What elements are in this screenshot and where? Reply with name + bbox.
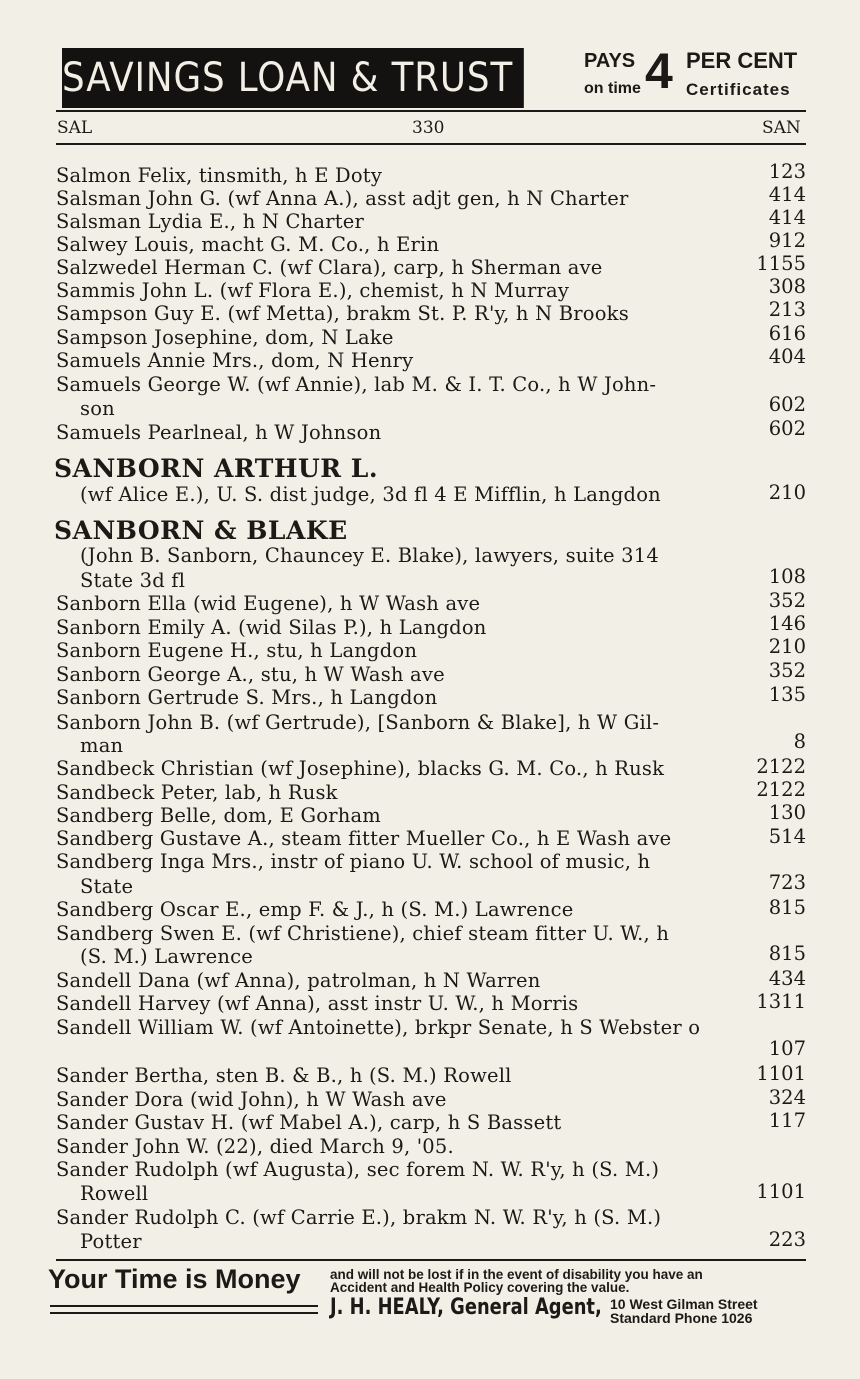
entry-number: 117: [768, 1109, 806, 1132]
left-guide-word: SAL: [57, 118, 93, 138]
entry-continuation: State 3d fl: [80, 569, 186, 592]
entry-text: Sandell Harvey (wf Anna), asst instr U. W., h Morris: [56, 992, 579, 1015]
entry-continuation: son: [80, 397, 115, 420]
entry-text: Sandberg Oscar E., emp F. & J., h (S. M.) Lawrence: [56, 898, 574, 921]
entry-text: Salzwedel Herman C. (wf Clara), carp, h Sherman ave: [56, 256, 603, 279]
entry-number: 308: [768, 275, 806, 298]
entry-text: Sampson Guy E. (wf Metta), brakm St. P. R'y, h N Brooks: [56, 302, 629, 325]
entry-continuation: (S. M.) Lawrence: [80, 945, 253, 968]
entry-text: Sander Bertha, sten B. & B., h (S. M.) Rowell: [56, 1064, 512, 1087]
entry-number: 404: [768, 345, 806, 368]
entry-number: 602: [768, 417, 806, 440]
entry-number: 352: [768, 659, 806, 682]
entry-number: 434: [768, 967, 806, 990]
entry-text: Sander John W. (22), died March 9, '05.: [56, 1135, 454, 1158]
entry-number: 514: [768, 825, 806, 848]
entry-number: 123: [768, 160, 806, 183]
bold-entry-name: SANBORN ARTHUR L.: [54, 454, 379, 483]
entry-number: 723: [768, 871, 806, 894]
entry-text: Sandell William W. (wf Antoinette), brkpr Senate, h S Webster o: [56, 1016, 701, 1039]
header-rule-top: [56, 110, 806, 112]
entry-number: 616: [768, 322, 806, 345]
entry-number: 8: [793, 730, 806, 753]
entry-number: 602: [768, 393, 806, 416]
ad-pays: PAYS: [584, 50, 636, 72]
ad-four: 4: [645, 43, 673, 99]
entry-number: 213: [768, 298, 806, 321]
entry-number: 324: [768, 1086, 806, 1109]
entry-text: Samuels Annie Mrs., dom, N Henry: [56, 349, 414, 372]
ad-percent: PER CENT: [686, 48, 798, 73]
entry-text: Sammis John L. (wf Flora E.), chemist, h N Murray: [56, 279, 570, 302]
entry-text: (John B. Sanborn, Chauncey E. Blake), lawyers, suite 314: [80, 544, 659, 567]
footer-slogan: Your Time is Money: [48, 1264, 301, 1294]
entry-text: Sampson Josephine, dom, N Lake: [56, 326, 394, 349]
entry-number: 210: [768, 635, 806, 658]
entry-text: Salmon Felix, tinsmith, h E Doty: [56, 164, 383, 187]
entry-text: Sandbeck Peter, lab, h Rusk: [56, 781, 338, 804]
entry-continuation: Potter: [80, 1230, 142, 1253]
entry-number: 1101: [756, 1180, 806, 1203]
entry-number: 414: [768, 206, 806, 229]
entry-number: 1311: [756, 990, 806, 1013]
entry-number: 108: [768, 565, 806, 588]
entry-number: 352: [768, 589, 806, 612]
entry-number: 146: [768, 612, 806, 635]
entry-number: 107: [768, 1037, 806, 1060]
right-guide-word: SAN: [762, 118, 801, 138]
entry-continuation: Rowell: [80, 1182, 149, 1205]
entry-number: 1101: [756, 1062, 806, 1085]
entry-number: 2122: [756, 778, 806, 801]
entry-continuation: State: [80, 875, 134, 898]
ad-on-time: on time: [584, 80, 641, 97]
page-number: 330: [412, 118, 445, 138]
footer-address: 10 West Gilman Street: [610, 1296, 758, 1312]
entry-continuation: man: [80, 734, 124, 757]
entry-number: 135: [768, 683, 806, 706]
footer-double-rule: [50, 1305, 318, 1307]
entry-number: 130: [768, 801, 806, 824]
entry-text: Sander Rudolph C. (wf Carrie E.), brakm N. W. R'y, h (S. M.): [56, 1206, 662, 1229]
footer-rule: [56, 1259, 806, 1261]
entry-text: Sanborn Eugene H., stu, h Langdon: [56, 639, 418, 662]
entry-text: Sander Rudolph (wf Augusta), sec forem N. W. R'y, h (S. M.): [56, 1158, 660, 1181]
entry-text: Sanborn Ella (wid Eugene), h W Wash ave: [56, 592, 481, 615]
entry-text: Salsman John G. (wf Anna A.), asst adjt gen, h N Charter: [56, 187, 629, 210]
entry-number: 815: [768, 942, 806, 965]
entry-text: Sander Dora (wid John), h W Wash ave: [56, 1088, 447, 1111]
entry-text: Sandberg Swen E. (wf Christiene), chief steam fitter U. W., h: [56, 922, 670, 945]
entry-number: 414: [768, 183, 806, 206]
header-rule-bottom: [56, 143, 806, 145]
footer-tagline: Accident and Health Policy covering the value.: [330, 1280, 630, 1295]
entry-text: (wf Alice E.), U. S. dist judge, 3d fl 4 E Mifflin, h Langdon: [80, 483, 661, 506]
entry-text: Samuels Pearlneal, h W Johnson: [56, 421, 382, 444]
bold-entry-name: SANBORN & BLAKE: [54, 516, 348, 545]
entry-text: Salsman Lydia E., h N Charter: [56, 210, 365, 233]
entry-text: Sandberg Gustave A., steam fitter Mueller Co., h E Wash ave: [56, 827, 672, 850]
footer-phone: Standard Phone 1026: [610, 1310, 753, 1326]
entry-text: Samuels George W. (wf Annie), lab M. & I. T. Co., h W John-: [56, 373, 657, 396]
entry-number: 815: [768, 896, 806, 919]
entry-number: 1155: [756, 252, 806, 275]
entry-number: 223: [768, 1228, 806, 1251]
ad-banner: SAVINGS LOAN & TRUST CO: [62, 48, 524, 108]
entry-text: Sanborn Gertrude S. Mrs., h Langdon: [56, 686, 438, 709]
entry-text: Sandberg Belle, dom, E Gorham: [56, 804, 381, 827]
entry-text: Sander Gustav H. (wf Mabel A.), carp, h S Bassett: [56, 1111, 562, 1134]
ad-certificates: Certificates: [686, 80, 791, 99]
entry-text: Salwey Louis, macht G. M. Co., h Erin: [56, 233, 440, 256]
entry-number: 912: [768, 229, 806, 252]
entry-number: 2122: [756, 755, 806, 778]
entry-text: Sanborn George A., stu, h W Wash ave: [56, 663, 445, 686]
entry-number: 210: [768, 481, 806, 504]
entry-text: Sanborn John B. (wf Gertrude), [Sanborn & Blake], h W Gil-: [56, 711, 660, 734]
entry-text: Sandberg Inga Mrs., instr of piano U. W. school of music, h: [56, 850, 651, 873]
entry-text: Sandbeck Christian (wf Josephine), blacks G. M. Co., h Rusk: [56, 757, 665, 780]
entry-text: Sandell Dana (wf Anna), patrolman, h N Warren: [56, 969, 541, 992]
footer-agent: J. H. HEALY, General Agent,: [330, 1295, 602, 1320]
entry-text: Sanborn Emily A. (wid Silas P.), h Langdon: [56, 616, 487, 639]
footer-tagline: and will not be lost if in the event of disability you have an: [330, 1267, 703, 1282]
footer-double-rule: [50, 1312, 318, 1314]
